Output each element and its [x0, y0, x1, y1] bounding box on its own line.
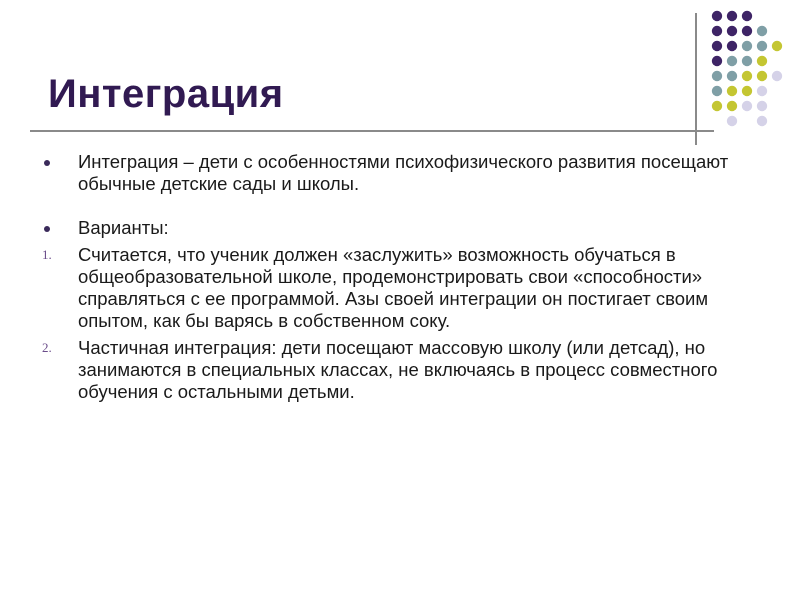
title-underline [30, 130, 714, 132]
spacer [42, 195, 762, 217]
decor-dot [742, 41, 752, 51]
item-text: Частичная интеграция: дети посещают массовую школу (или детсад), но занимаются в специальных классах, не включаясь в процесс совместного обучения с остальными детьми. [78, 337, 718, 402]
item-number: 1. [42, 247, 52, 262]
slide-body [42, 151, 762, 403]
numbered-item-1 [42, 244, 762, 332]
decor-dot [742, 11, 752, 21]
decor-dot [712, 11, 722, 21]
decor-dot [712, 41, 722, 51]
item-number: 2. [42, 340, 52, 355]
decorative-dot-grid [700, 5, 800, 135]
decor-dot [727, 116, 737, 126]
bullet-variants [42, 217, 762, 239]
slide-title: Интеграция [48, 72, 284, 116]
vertical-divider [695, 13, 697, 145]
decor-dot [712, 71, 722, 81]
decor-dot [727, 86, 737, 96]
decor-dot [742, 26, 752, 36]
decor-dot [742, 86, 752, 96]
decor-dot [727, 71, 737, 81]
decor-dot [727, 101, 737, 111]
decor-dot [727, 26, 737, 36]
decor-dot [757, 116, 767, 126]
decor-dot [712, 86, 722, 96]
decor-dot [742, 56, 752, 66]
decor-dot [757, 26, 767, 36]
decor-dot [712, 56, 722, 66]
decor-dot [772, 41, 782, 51]
decor-dot [727, 41, 737, 51]
decor-dot [757, 56, 767, 66]
bullet-definition [42, 151, 762, 195]
decor-dot [757, 71, 767, 81]
bullet-dot-icon [44, 160, 50, 166]
decor-dot [757, 101, 767, 111]
decor-dot [742, 71, 752, 81]
item-text: Считается, что ученик должен «заслужить» возможность обучаться в общеобразовательной школе, продемонстрировать свои «способности» справляться с ее программой. Азы своей интеграции он постигает своим опытом, как бы варясь в собственном соку. [78, 244, 709, 331]
decor-dot [742, 101, 752, 111]
decor-dot [757, 41, 767, 51]
variants-label: Варианты: [78, 217, 169, 238]
numbered-item-2 [42, 337, 762, 403]
definition-text: Интеграция – дети с особенностями психофизического развития посещают обычные детские сады и школы. [78, 151, 729, 194]
decor-dot [727, 11, 737, 21]
decor-dot [712, 101, 722, 111]
decor-dot [757, 86, 767, 96]
decor-dot [712, 26, 722, 36]
decor-dot [727, 56, 737, 66]
decor-dot [772, 71, 782, 81]
bullet-dot-icon [44, 226, 50, 232]
